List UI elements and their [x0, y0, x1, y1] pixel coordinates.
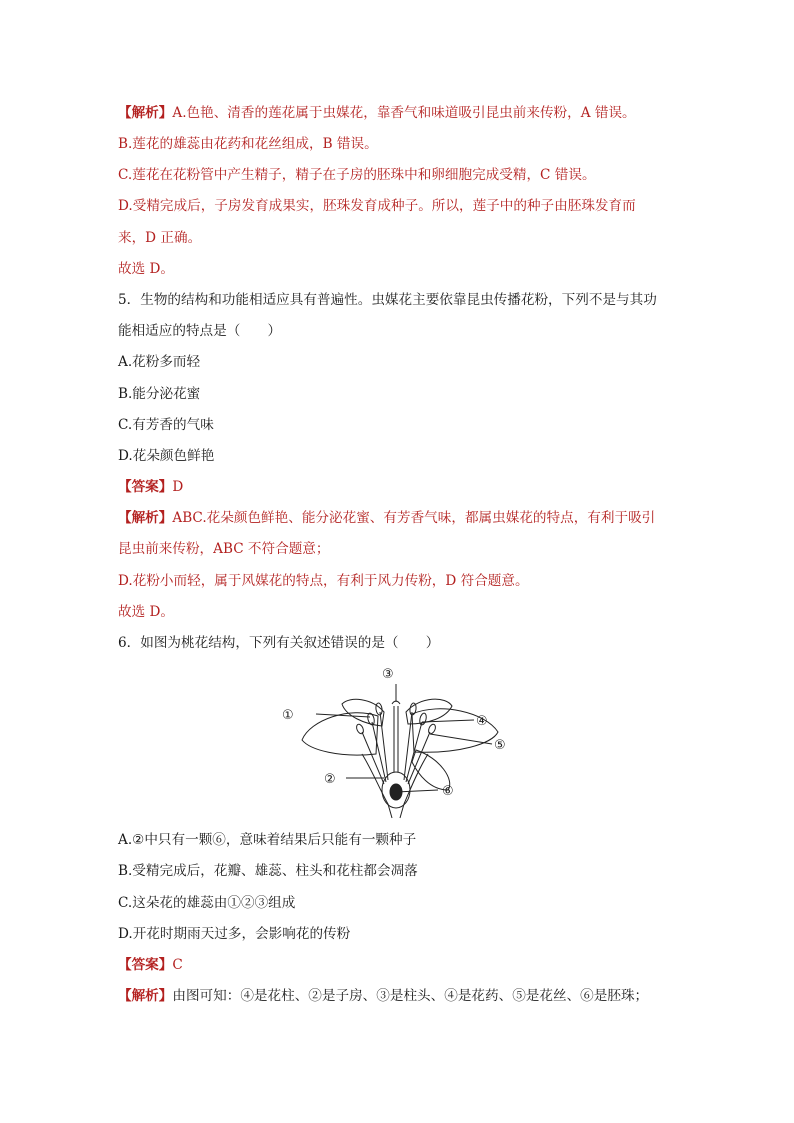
q5-stem-line2: 能相适应的特点是（ ）: [118, 323, 282, 339]
q5-analysis-line2: 昆虫前来传粉，ABC 不符合题意；: [118, 541, 330, 557]
q5-answer: [118, 477, 688, 497]
answer-tag: 【答案】: [118, 957, 173, 973]
label-1: ①: [282, 708, 294, 723]
q5-conclusion: 故选 D。: [118, 604, 175, 620]
q6-option-b: B.受精完成后，花瓣、雄蕊、柱头和花柱都会凋落: [118, 863, 418, 879]
label-2: ②: [324, 772, 336, 787]
q5-option-a: A.花粉多而轻: [118, 354, 201, 370]
answer-value: C: [172, 957, 183, 973]
style: [394, 706, 398, 772]
q6-option-c: C.这朵花的雄蕊由①②③组成: [118, 895, 296, 911]
q4-analysis-b: B.莲花的雄蕊由花药和花丝组成，B 错误。: [118, 136, 378, 152]
q6-answer: [118, 955, 688, 975]
analysis-tag: 【解析】: [118, 510, 173, 526]
q5-analysis-line1: 【解析】ABC.花朵颜色鲜艳、能分泌花蜜、有芳香气味，都属虫媒花的特点，有利于吸引: [118, 510, 656, 526]
q4-conclusion: 故选 D。: [118, 261, 175, 277]
q5-analysis-line3: D.花粉小而轻，属于风媒花的特点，有利于风力传粉，D 符合题意。: [118, 573, 529, 589]
petal-left: [302, 713, 378, 755]
answer-value: D: [172, 479, 184, 495]
analysis-tag: 【解析】: [118, 988, 173, 1004]
analysis-tag: 【解析】: [118, 105, 173, 121]
label-5: ⑤: [494, 738, 506, 753]
q4-analysis-c: C.莲花在花粉管中产生精子，精子在子房的胚珠中和卵细胞完成受精，C 错误。: [118, 167, 596, 183]
q5-option-c: C.有芳香的气味: [118, 417, 214, 433]
label-3: ③: [382, 667, 394, 682]
label-6: ⑥: [442, 784, 454, 799]
q6-option-a: A.②中只有一颗⑥，意味着结果后只能有一颗种子: [118, 832, 417, 848]
q6-option-d: D.开花时期雨天过多，会影响花的传粉: [118, 926, 351, 942]
label-4: ④: [476, 714, 488, 729]
answer-tag: 【答案】: [118, 479, 173, 495]
q5-stem-line1: 5．生物的结构和功能相适应具有普遍性。虫媒花主要依靠昆虫传播花粉，下列不是与其功: [118, 292, 657, 308]
q6-analysis-line1: 【解析】由图可知：④是花柱、②是子房、③是柱头、④是花药、⑤是花丝、⑥是胚珠；: [118, 988, 649, 1004]
q4-analysis-a: 【解析】A.色艳、清香的莲花属于虫媒花，靠香气和味道吸引昆虫前来传粉，A 错误。: [118, 105, 636, 121]
q6-stem: 6．如图为桃花结构，下列有关叙述错误的是（ ）: [118, 635, 440, 651]
peach-flower-diagram: [280, 662, 520, 820]
q4-analysis-d1: D.受精完成后，子房发育成果实，胚珠发育成种子。所以，莲子中的种子由胚珠发育而: [118, 198, 636, 214]
q5-option-d: D.花朵颜色鲜艳: [118, 448, 215, 464]
q5-option-b: B.能分泌花蜜: [118, 386, 201, 402]
q4-analysis-d2: 来，D 正确。: [118, 230, 202, 246]
